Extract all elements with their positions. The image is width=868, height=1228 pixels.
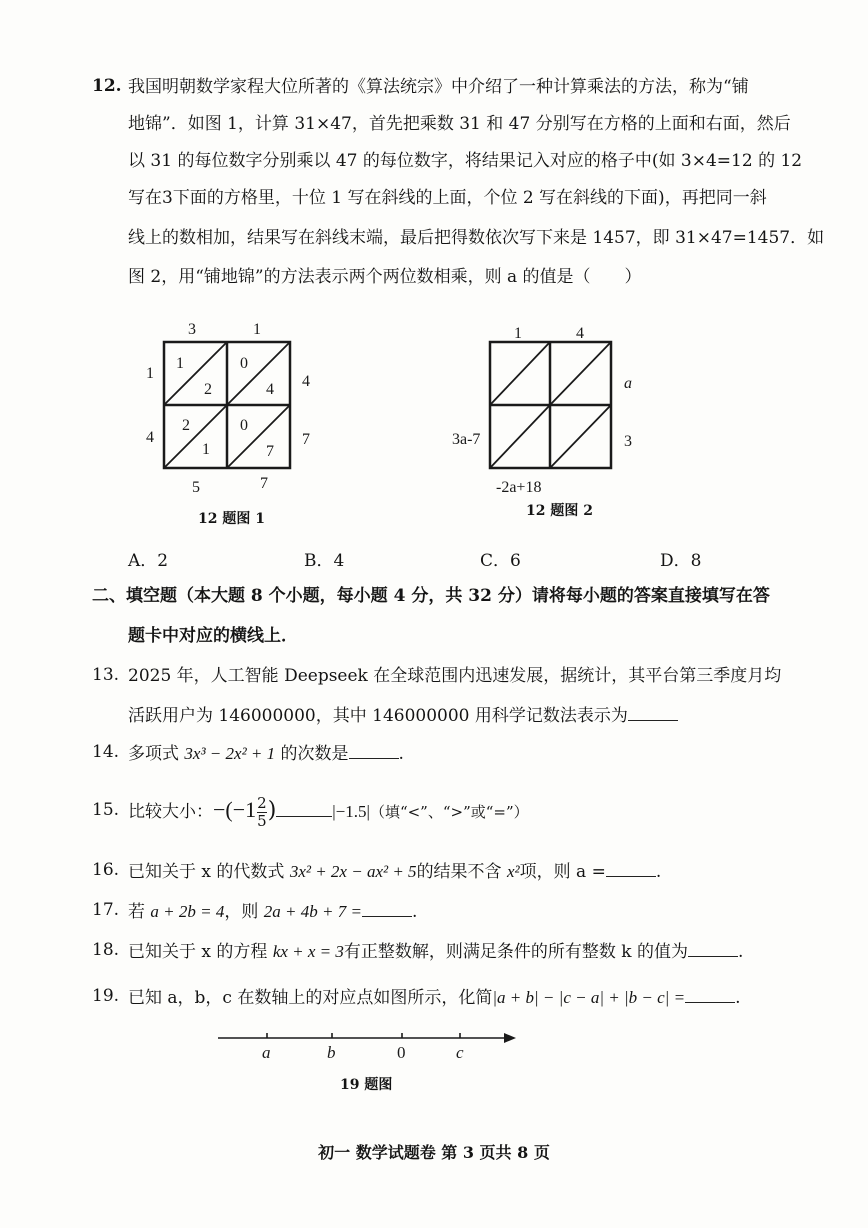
q18-equation: kx + x = 3 [272, 942, 344, 961]
figure-1-lattice [130, 312, 330, 532]
q16-expression: 3x² + 2x − ax² + 5 [289, 862, 417, 881]
q16-answer-blank[interactable] [606, 860, 656, 877]
q15-pre: 比较大小： [128, 802, 213, 822]
axis-label-c: c [456, 1043, 464, 1062]
fig2-right-a-label: a [624, 375, 632, 392]
option-d[interactable]: D．8 [660, 551, 702, 571]
q19-answer-blank[interactable] [685, 986, 735, 1003]
q15-fraction [257, 795, 267, 830]
q17-mid: ，则 [224, 902, 264, 922]
option-b[interactable]: B．4 [304, 551, 345, 571]
fig1-cell-ones: 4 [266, 381, 274, 398]
fig1-cell-ones: 2 [204, 381, 212, 398]
fig1-cell-tens: 2 [182, 417, 190, 434]
fig1-right-digit: 7 [302, 431, 310, 448]
figure-2-lattice [440, 312, 670, 502]
fig2-left-label: 3a-7 [452, 431, 481, 448]
question-13-number: 13. [92, 665, 120, 685]
fig1-cell-tens: 0 [240, 355, 248, 372]
q17-answer-blank[interactable] [362, 900, 412, 917]
q13-text: 活跃用户为 146000000，其中 146000000 用科学记数法表示为 [128, 706, 628, 726]
axis-label-zero: 0 [397, 1043, 406, 1062]
q13-line-2 [128, 704, 678, 727]
fig1-cell-ones: 1 [202, 441, 210, 458]
q14-pre: 多项式 [128, 744, 185, 764]
q15-close-paren: ) [267, 798, 277, 823]
question-14-number: 14. [92, 742, 120, 762]
section-2-heading-cont: 题卡中对应的横线上． [128, 626, 298, 646]
q12-line-6: 图 2，用“铺地锦”的方法表示两个两位数相乘，则 a 的值是（ ） [128, 267, 642, 287]
q16-term: x² [506, 862, 520, 881]
fig1-right-digit: 4 [302, 373, 310, 390]
figure-2-caption: 12 题图 2 [526, 503, 593, 519]
q12-line-3: 以 31 的每位数字分别乘以 47 的每位数字，将结果记入对应的格子中(如 3×4=12 的 12 [128, 151, 803, 171]
q17-pre: 若 [128, 902, 151, 922]
number-line-figure [210, 1024, 530, 1064]
fig1-top-digit: 3 [188, 321, 196, 338]
axis-label-b: b [327, 1043, 336, 1062]
q12-line-1: 我国明朝数学家程大位所著的《算法统宗》中介绍了一种计算乘法的方法，称为“铺 [128, 77, 749, 97]
q19-pre: 已知 a，b，c 在数轴上的对应点如图所示，化简 [128, 988, 493, 1008]
q14-answer-blank[interactable] [349, 742, 399, 759]
fig2-top-digit: 4 [576, 325, 584, 342]
q14-line: 多项式 3x³ − 2x² + 1 的次数是 . [128, 744, 404, 764]
q13-answer-blank[interactable] [628, 704, 678, 721]
q16-post: 项，则 a = [519, 862, 606, 882]
q19-expression: |a + b| − |c − a| + |b − c| = [492, 988, 686, 1007]
q14-post: 的次数是 [275, 744, 349, 764]
q16-line: 已知关于 x 的代数式 3x² + 2x − ax² + 5的结果不含 x²项，则 a = . [128, 862, 662, 882]
q12-line-5: 线上的数相加，结果写在斜线末端，最后把得数依次写下来是 1457，即 31×47=1457．如 [128, 228, 825, 248]
q14-expression: 3x³ − 2x² + 1 [184, 744, 276, 763]
q12-line-2: 地锦”．如图 1，计算 31×47，首先把乘数 31 和 47 分别写在方格的上面和右面，然后 [128, 114, 791, 134]
question-16-number: 16. [92, 860, 120, 880]
question-15-number: 15. [92, 800, 120, 820]
fig1-left-digit: 1 [146, 365, 154, 382]
fig1-cell-ones: 7 [266, 443, 274, 460]
fig2-top-digit: 1 [514, 325, 522, 342]
fig1-left-digit: 4 [146, 429, 154, 446]
q15-expr-left: −(−1 [213, 797, 257, 822]
q17-expression: 2a + 4b + 7 = [263, 902, 362, 921]
fig2-bottom-label: -2a+18 [496, 479, 542, 496]
fig1-top-digit: 1 [253, 321, 261, 338]
q15-frac-den: 5 [257, 812, 267, 830]
q16-pre: 已知关于 x 的代数式 [128, 862, 290, 882]
q19-line: 已知 a，b，c 在数轴上的对应点如图所示，化简|a + b| − |c − a| + |b − c| = . [128, 988, 741, 1008]
q18-answer-blank[interactable] [688, 940, 738, 957]
q13-line-1: 2025 年，人工智能 Deepseek 在全球范围内迅速发展，据统计，其平台第三季度月均 [128, 666, 782, 686]
fig1-cell-tens: 0 [240, 417, 248, 434]
q18-line: 已知关于 x 的方程 kx + x = 3有正整数解，则满足条件的所有整数 k 的值为 . [128, 942, 744, 962]
option-c[interactable]: C．6 [480, 551, 521, 571]
q15-post: （填“<”、“>”或“=”） [369, 803, 529, 821]
fig1-cell-tens: 1 [176, 355, 184, 372]
q15-line [128, 790, 529, 832]
q15-frac-num: 2 [257, 794, 267, 812]
fig2-right-digit: 3 [624, 433, 632, 450]
page-footer: 初一 数学试题卷 第 3 页共 8 页 [318, 1143, 550, 1162]
fig1-bottom-digit: 5 [192, 479, 200, 496]
figure-19-caption: 19 题图 [340, 1077, 393, 1093]
section-2-heading: 二、填空题（本大题 8 个小题，每小题 4 分，共 32 分）请将每小题的答案直接填写在答 [92, 586, 770, 606]
q18-post: 有正整数解，则满足条件的所有整数 k 的值为 [343, 942, 689, 962]
axis-label-a: a [262, 1043, 271, 1062]
question-12-number: 12. [92, 76, 122, 96]
fig1-bottom-digit: 7 [260, 475, 268, 492]
figure-1-caption: 12 题图 1 [198, 511, 265, 527]
q15-answer-blank[interactable] [276, 800, 332, 817]
q17-line: 若 a + 2b = 4，则 2a + 4b + 7 = . [128, 902, 418, 922]
question-17-number: 17. [92, 900, 120, 920]
option-a[interactable]: A．2 [128, 551, 169, 571]
q17-condition: a + 2b = 4 [150, 902, 225, 921]
q16-mid: 的结果不含 [416, 862, 507, 882]
q18-pre: 已知关于 x 的方程 [128, 942, 273, 962]
question-18-number: 18. [92, 940, 120, 960]
question-19-number: 19. [92, 986, 120, 1006]
q12-line-4: 写在3下面的方格里，十位 1 写在斜线的上面，个位 2 写在斜线的下面)，再把同一斜 [128, 188, 767, 208]
q15-expr-right: |−1.5| [332, 802, 370, 821]
